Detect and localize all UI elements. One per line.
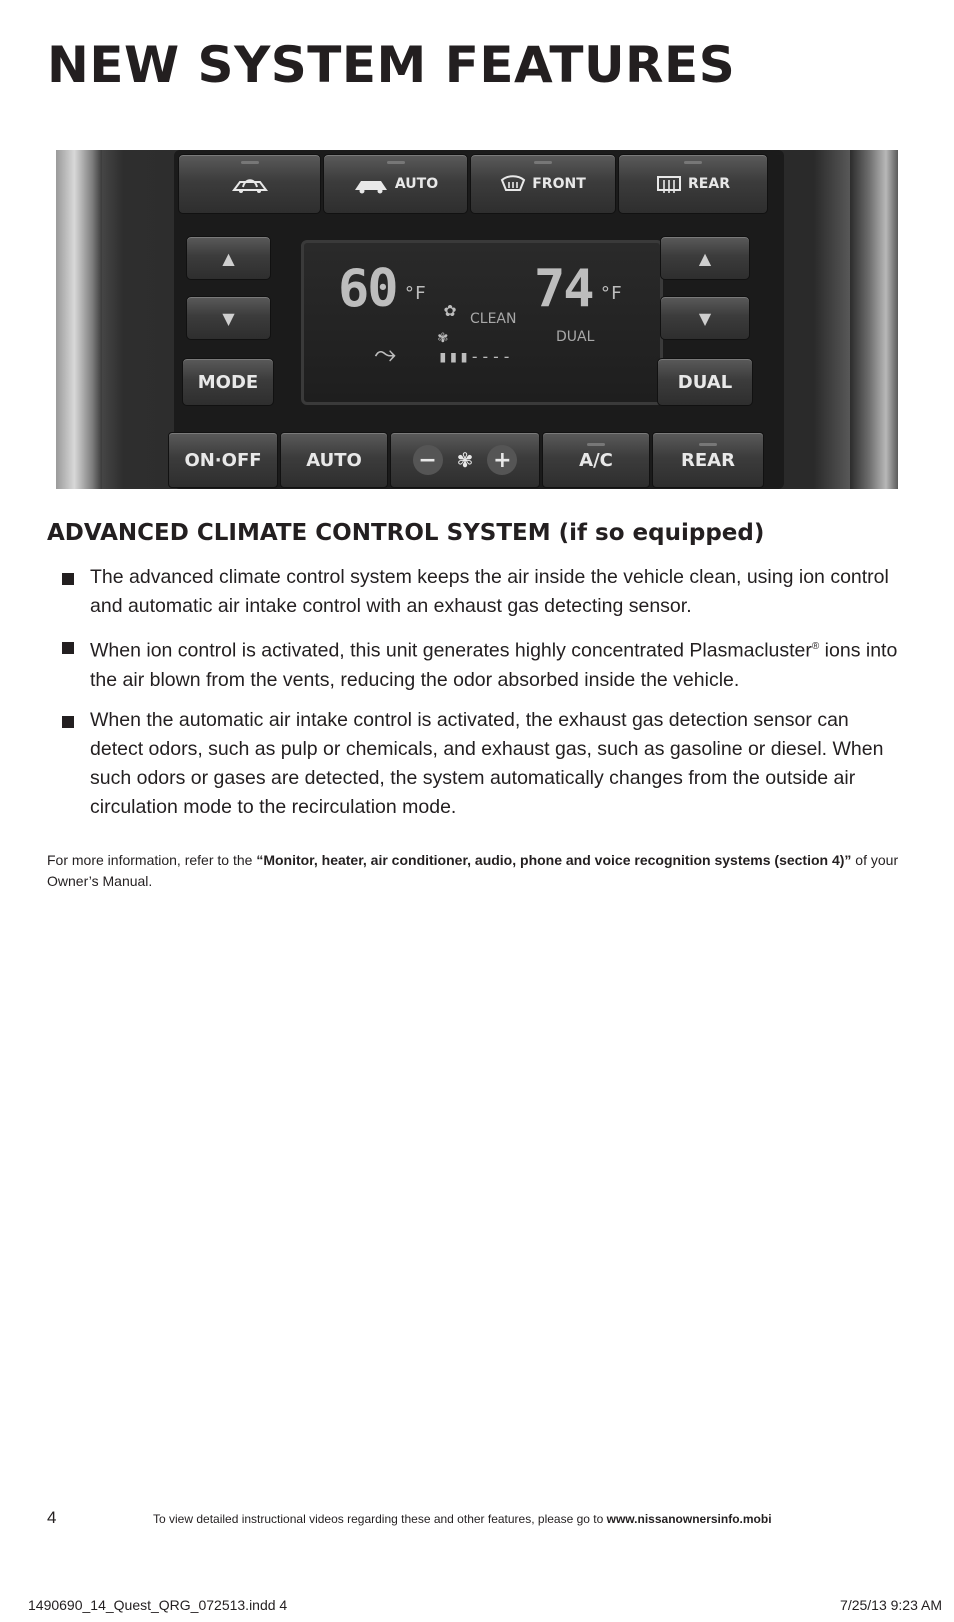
rear-label: REAR — [681, 449, 735, 471]
rear-defrost-label: REAR — [688, 176, 730, 192]
more-info-suffix: of your Owner’s Manual. — [47, 852, 899, 889]
auto-intake-label: AUTO — [394, 176, 439, 192]
list-item — [47, 632, 907, 695]
section-heading: ADVANCED CLIMATE CONTROL SYSTEM (if so equipped) — [47, 520, 765, 546]
dual-indicator: DUAL — [556, 329, 595, 345]
bullet-text: When the automatic air intake control is activated, the exhaust gas detection sensor can detect odors, such as pulp or chemicals, and exhaust gas, such as gasoline or diesel. When such odors or gases are detected, the system automatically changes from the outside air circulation mode to the recirculation mode. — [90, 708, 884, 818]
on-off-button[interactable] — [168, 432, 278, 488]
front-defrost-icon — [500, 174, 526, 194]
ion-cluster-icon: ✿ — [444, 297, 457, 321]
bullet-text-continued: ions into the air blown from the vents, reducing the odor absorbed inside the vehicle. — [90, 639, 898, 691]
clean-indicator: CLEAN — [470, 311, 517, 327]
driver-temp-up-button[interactable] — [186, 236, 271, 280]
on-off-label: ON·OFF — [184, 449, 262, 471]
front-defrost-button[interactable] — [470, 154, 616, 214]
page-number: 4 — [47, 1508, 57, 1527]
print-slug-timestamp: 7/25/13 9:23 AM — [840, 1597, 942, 1613]
passenger-temp-up-button[interactable] — [660, 236, 750, 280]
dual-label: DUAL — [677, 371, 733, 393]
page-title: NEW SYSTEM FEATURES — [47, 36, 736, 94]
footer-note — [153, 1512, 772, 1526]
auto-label: AUTO — [306, 449, 362, 471]
passenger-temp-down-button[interactable] — [660, 296, 750, 340]
front-defrost-label: FRONT — [532, 176, 586, 192]
recirculation-icon — [231, 174, 269, 194]
bullet-square-icon — [62, 573, 74, 585]
fan-icon: ✾ — [456, 448, 474, 472]
footer-url-link[interactable]: www.nissanownersinfo.mobi — [606, 1512, 772, 1526]
chevron-up-icon: ▲ — [222, 248, 235, 268]
driver-temp-unit: °F — [404, 283, 426, 304]
print-slug-filename: 1490690_14_Quest_QRG_072513.indd 4 — [28, 1597, 288, 1613]
bullet-text: The advanced climate control system keeps the air inside the vehicle clean, using ion control and automatic air intake control with an exhaust gas detecting sensor. — [90, 566, 889, 617]
list-item — [47, 706, 907, 822]
footer-note-text: To view detailed instructional videos regarding these and other features, please go to — [153, 1512, 607, 1526]
owners-manual-reference: “Monitor, heater, air conditioner, audio, phone and voice recognition systems (section 4)” — [256, 852, 852, 868]
climate-display — [301, 240, 663, 405]
list-item — [47, 563, 907, 621]
rear-climate-button[interactable] — [652, 432, 764, 488]
auto-intake-button[interactable] — [323, 154, 468, 214]
dash-trim-right — [850, 150, 898, 489]
mode-label: MODE — [197, 371, 259, 393]
auto-intake-icon — [353, 174, 389, 194]
chevron-up-icon: ▲ — [698, 248, 712, 268]
climate-control-panel-photo — [56, 150, 898, 489]
bullet-text: When ion control is activated, this unit generates highly concentrated Plasmacluster — [90, 639, 812, 662]
auto-button[interactable] — [280, 432, 388, 488]
driver-temp-readout: 60 — [338, 259, 397, 319]
feature-bullet-list — [47, 563, 907, 833]
fan-icon: ✾ — [438, 327, 448, 346]
rear-defrost-button[interactable] — [618, 154, 768, 214]
more-info-prefix: For more information, refer to the — [47, 852, 257, 868]
ac-label: A/C — [579, 449, 613, 471]
more-info-note — [47, 850, 907, 892]
driver-temp-down-button[interactable] — [186, 296, 271, 340]
fan-decrease-button[interactable]: − — [413, 445, 443, 475]
fan-speed-control[interactable] — [390, 432, 540, 488]
chevron-down-icon: ▼ — [222, 308, 235, 328]
mode-button[interactable] — [182, 358, 274, 406]
bullet-square-icon — [62, 716, 74, 728]
registered-mark: ® — [811, 641, 820, 652]
fan-increase-button[interactable]: + — [487, 445, 517, 475]
chevron-down-icon: ▼ — [698, 308, 712, 328]
bullet-square-icon — [62, 642, 74, 654]
airflow-mode-icon: ⤳ — [374, 337, 397, 370]
ac-button[interactable] — [542, 432, 650, 488]
dual-button[interactable] — [657, 358, 753, 406]
passenger-temp-unit: °F — [600, 283, 622, 304]
dash-trim-left — [56, 150, 102, 489]
rear-defrost-icon — [656, 174, 682, 194]
recirculation-button[interactable] — [178, 154, 321, 214]
passenger-temp-readout: 74 — [534, 259, 593, 319]
fan-speed-bars: ▮▮▮---- — [438, 347, 513, 366]
